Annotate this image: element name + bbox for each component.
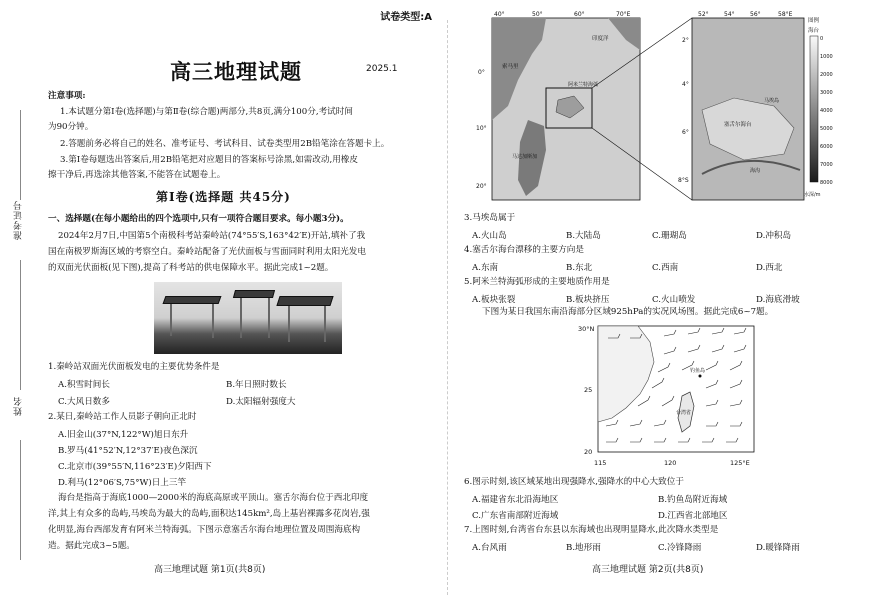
q1-option-c: C.大风日数多 [58,397,110,407]
q3-option-c: C.珊瑚岛 [652,231,687,241]
map-label: 塞舌尔海台 [724,122,752,128]
page-title: 高三地理试题 [170,59,302,84]
depth-tick: 4000 [820,108,833,114]
lat-tick: 6° [682,129,689,136]
lon-tick: 125°E [730,459,750,467]
lat-tick: 8°S [678,177,689,184]
binding-margin [0,0,40,615]
depth-tick: 6000 [820,144,833,150]
page-divider [447,20,448,595]
place-label: 台湾省 [676,410,692,416]
q7-option-d: D.暖锋降雨 [756,543,800,553]
lat-tick: 20 [584,448,593,456]
page-1 [44,0,440,615]
depth-tick: 7000 [820,162,833,168]
section-heading: 第Ⅰ卷(选择题 共45分) [156,190,291,204]
lat-tick: 0° [478,69,485,76]
exam-number-label: 准考证号 [14,200,24,240]
depth-tick: 3000 [820,90,833,96]
notice-item-3-cont: 擦干净后,再选涂其他答案,不能答在试题卷上。 [48,170,226,180]
q3-option-b: B.大陆岛 [566,231,601,241]
lon-tick: 70°E [616,11,631,18]
q4-option-c: C.西南 [652,263,679,273]
notice-item-3: 3.第Ⅰ卷每题选出答案后,用2B铅笔把对应题目的答案标号涂黑,如需改动,用橡皮 [60,155,358,165]
q1-option-b: B.年日照时数长 [226,380,287,390]
lon-tick: 115 [594,459,607,467]
part-intro: 一、选择题(在每小题给出的四个选项中,只有一项符合题目要求。每小题3分)。 [48,214,349,224]
map-label: 马达加斯加 [512,154,538,160]
lon-tick: 60° [574,11,585,18]
q3-option-d: D.冲积岛 [756,231,792,241]
solar-panel-photo [154,282,342,354]
map-label: 印度洋 [592,36,609,42]
q6-option-d: D.江西省北部地区 [658,511,728,521]
q2-option-a: A.旧金山(37°N,122°W)旭日东升 [58,430,189,440]
binding-line [20,440,21,560]
exam-type: 试卷类型:A [380,12,432,23]
q5-stem: 5.阿米兰特海弧形成的主要地质作用是 [464,277,610,287]
lat-tick: 25 [584,386,593,394]
q2-option-b: B.罗马(41°52′N,12°37′E)夜色深沉 [58,446,198,456]
lon-tick: 52° [698,11,709,18]
passage-3: 下图为某日我国东南沿海部分区域925hPa的实况风场图。据此完成6~7题。 [482,307,774,317]
q4-option-a: A.东南 [472,263,499,273]
passage-1-line: 的双面光伏面板(见下图),提高了科考站的供电保障水平。据此完成1~2题。 [48,263,334,273]
depth-tick: 2000 [820,72,833,78]
lat-tick: 4° [682,81,689,88]
lon-tick: 54° [724,11,735,18]
page-2 [458,0,866,615]
map-label: 海沟 [750,168,761,174]
wind-field-map [578,322,762,468]
lat-tick: 10° [476,125,487,132]
pv-support [324,306,326,342]
lon-tick: 56° [750,11,761,18]
q5-option-a: A.板块张裂 [472,295,516,305]
notice-item-2: 2.答题前务必将自己的姓名、准考证号、考试科目、试卷类型用2B铅笔涂在答题卡上。 [60,139,390,149]
page-footer: 高三地理试题 第2页(共8页) [592,565,704,575]
q7-option-b: B.地形雨 [566,543,601,553]
notice-item-1-cont: 为90分钟。 [48,122,94,132]
depth-colorbar [810,36,818,182]
q2-stem: 2.某日,秦岭站工作人员影子朝向正北时 [48,412,197,422]
notice-item-1: 1.本试题分第Ⅰ卷(选择题)与第Ⅱ卷(综合题)两部分,共8页,满分100分,考试时间 [60,107,353,117]
passage-1-line: 2024年2月7日,中国第5个南极科考站秦岭站(74°55′S,163°42′E)开站,填补了我 [58,231,366,241]
q2-option-c: C.北京市(39°55′N,116°23′E)夕阳西下 [58,462,212,472]
pv-panel [233,290,275,298]
q6-option-a: A.福建省东北沿海地区 [472,495,559,505]
depth-tick: 0 [820,36,824,42]
legend-title: 图例 [808,18,820,24]
map-label: 马埃岛 [764,98,780,104]
q6-option-b: B.钓鱼岛附近海域 [658,495,728,505]
pv-support [170,304,172,336]
exam-date: 2025.1 [366,64,398,74]
binding-line [20,110,21,200]
q2-option-d: D.利马(12°06′S,75°W)日上三竿 [58,478,187,488]
pv-panel [163,296,222,304]
q7-option-a: A.台风雨 [472,543,507,553]
name-label: 姓名 [14,396,24,416]
depth-tick: 8000 [820,180,833,186]
depth-tick: 5000 [820,126,833,132]
lat-tick: 20° [476,183,487,190]
lat-tick: 2° [682,37,689,44]
q6-stem: 6.图示时刻,该区域某地出现强降水,强降水的中心大致位于 [464,477,684,487]
q3-option-a: A.火山岛 [472,231,507,241]
passage-2-line: 海台是指高于海底1000—2000米的海底高原或平顶山。塞舌尔海台位于西北印度 [58,493,369,503]
passage-2-line: 造。据此完成3~5题。 [48,541,135,551]
q4-stem: 4.塞舌尔海台漂移的主要方向是 [464,245,584,255]
notice-heading: 注意事项: [48,91,86,101]
pv-support [268,298,270,338]
q4-option-d: D.西北 [756,263,783,273]
q1-option-a: A.积雪时间长 [58,380,110,390]
q1-stem: 1.秦岭站双面光伏面板发电的主要优势条件是 [48,362,220,372]
q3-stem: 3.马埃岛属于 [464,213,516,223]
binding-line [20,260,21,390]
q5-option-b: B.板块挤压 [566,295,610,305]
q5-option-d: D.海底滑坡 [756,295,800,305]
lon-tick: 50° [532,11,543,18]
lon-tick: 58°E [778,11,793,18]
lon-tick: 120 [664,459,677,467]
q7-option-c: C.冷锋降雨 [658,543,702,553]
passage-1-line: 国在南极罗斯海区域的考察空白。秦岭站配备了光伏面板与雪面同时利用太阳光发电 [48,247,366,257]
map-label: 阿米兰特海弧 [568,82,599,88]
pv-support [288,306,290,342]
lon-tick: 40° [494,11,505,18]
q4-option-b: B.东北 [566,263,593,273]
map-label: 索马里 [502,64,519,70]
passage-2-line: 化明显,海台西部发育有阿米兰特海弧。下图示意塞舌尔海台地理位置及周围海底构 [48,525,361,535]
diaoyu-island-marker [699,375,702,378]
depth-tick: 1000 [820,54,833,60]
lat-tick: 30°N [578,325,595,333]
passage-2-line: 洋,其上有众多的岛屿,马埃岛为最大的岛屿,面积达145km²,岛上基岩裸露多花岗岩,强 [48,509,370,519]
q5-option-c: C.火山喷发 [652,295,696,305]
place-label: 钓鱼岛 [690,368,706,374]
pv-support [212,304,214,338]
q1-option-d: D.太阳辐射强度大 [226,397,296,407]
page-footer: 高三地理试题 第1页(共8页) [154,565,266,575]
pv-panel [276,296,333,306]
seychelles-plateau-map [476,10,833,206]
legend-item: 海台 [808,28,820,34]
pv-support [240,298,242,338]
depth-unit: 水深/m [804,192,821,198]
q6-option-c: C.广东省南部附近海域 [472,511,559,521]
q7-stem: 7.上图时刻,台湾省台东县以东海域也出现明显降水,此次降水类型是 [464,525,719,535]
